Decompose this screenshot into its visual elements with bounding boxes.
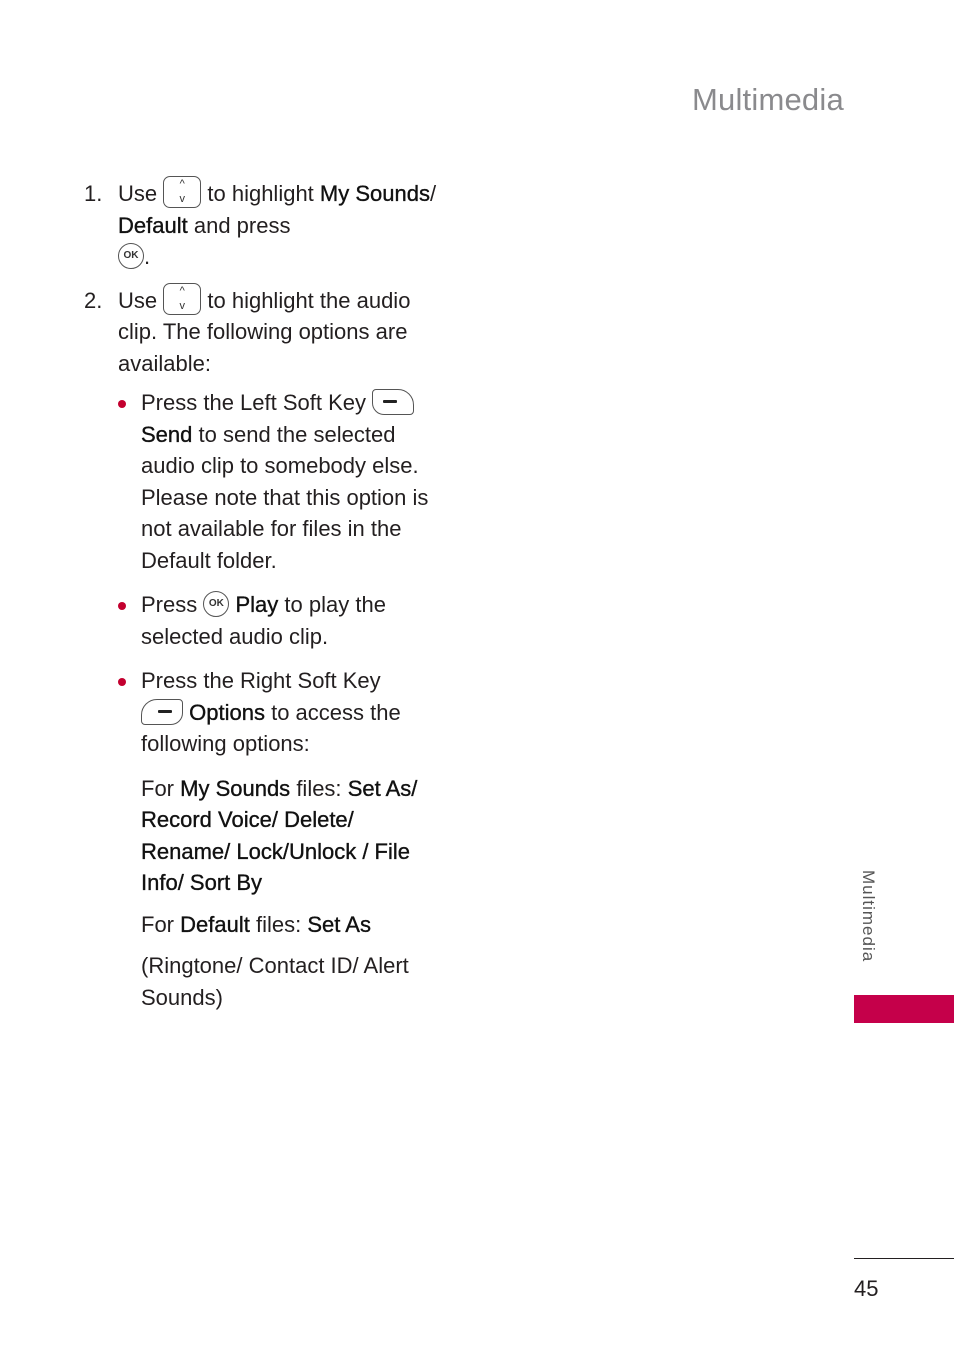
- chapter-side-label: Multimedia: [859, 870, 878, 963]
- option-details: [141, 773, 444, 1014]
- set-as-note: (Ringtone/ Contact ID/ Alert Sounds): [141, 953, 409, 1010]
- right-soft-key-icon: [141, 699, 183, 725]
- page-number: 45: [854, 1276, 879, 1301]
- navigation-key-icon: ^ v: [163, 176, 201, 208]
- bullet-icon: [118, 602, 126, 610]
- list-item: Press the Left Soft Key Send to send the selected audio clip to somebody else. Please note that this option is not available for files in the Default folder.: [141, 387, 444, 576]
- list-item: Press the Right Soft Key Options to access the following options:: [141, 665, 444, 760]
- my-sounds-options: For My Sounds files: Set As/ Record Voice/ Delete/ Rename/ Lock/Unlock / File Info/ Sort By: [141, 775, 418, 895]
- navigation-key-icon: ^ v: [163, 283, 201, 315]
- step-1: 1. Use ^ v to highlight My Sounds/ Default and press OK .: [84, 178, 437, 269]
- section-title: Multimedia: [692, 82, 844, 117]
- instructions: [84, 178, 444, 1013]
- chapter-tab-marker: [854, 995, 954, 1023]
- left-soft-key-icon: [372, 389, 414, 415]
- options-list: [141, 387, 444, 760]
- ok-key-icon: OK: [118, 243, 144, 269]
- menu-name: Default: [118, 212, 188, 238]
- bullet-icon: [118, 678, 126, 686]
- list-item: Press OK Play to play the selected audio clip.: [141, 589, 444, 652]
- bullet-icon: [118, 400, 126, 408]
- step-number: 2.: [84, 287, 103, 313]
- footer-rule: [854, 1258, 954, 1259]
- step-2: 2. Use ^ v to highlight the audio clip. The following options are available:: [84, 284, 411, 376]
- step-number: 1.: [84, 181, 103, 206]
- default-options: For Default files: Set As: [141, 911, 371, 937]
- menu-name: My Sounds: [319, 181, 430, 206]
- ok-key-icon: OK: [203, 591, 229, 617]
